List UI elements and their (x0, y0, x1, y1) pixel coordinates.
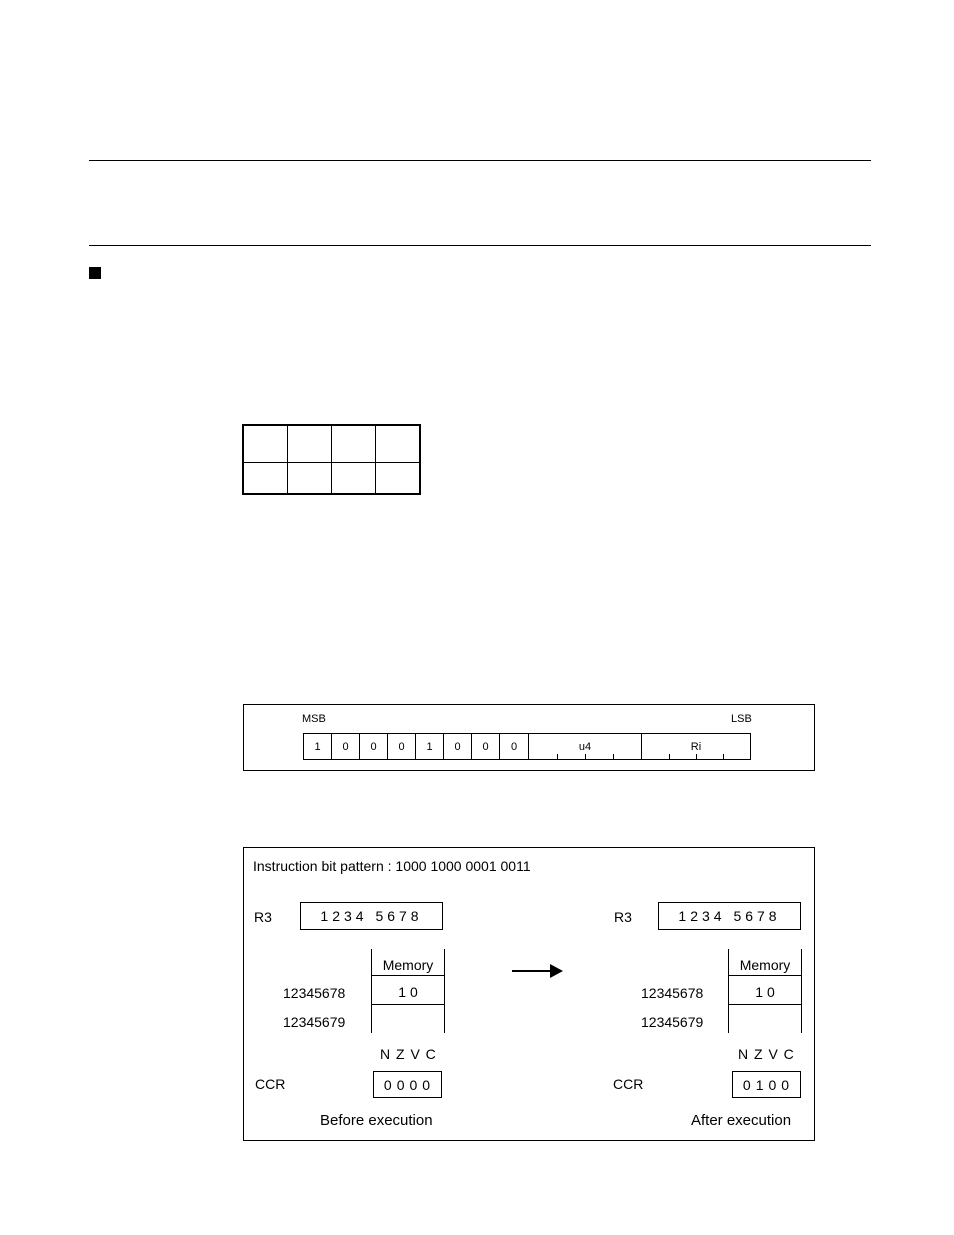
opcode-bit: 1 (416, 734, 444, 759)
top-rule (89, 160, 871, 161)
opcode-bit: 0 (388, 734, 416, 759)
opcode-bit: 0 (500, 734, 529, 759)
before-addr1: 12345678 (283, 985, 346, 1001)
field-ri (642, 734, 750, 759)
before-memory-header: Memory (382, 957, 434, 973)
after-memory-value: 1 0 (755, 984, 775, 1000)
after-reg-value: 1234 5678 (658, 902, 801, 930)
after-caption: After execution (691, 1112, 792, 1129)
before-ccr-label: CCR (255, 1076, 286, 1092)
before-reg-value: 1234 5678 (300, 902, 443, 930)
before-ccr-flags: N Z V C (380, 1046, 436, 1062)
before-caption: Before execution (320, 1112, 433, 1129)
flag-change-table (242, 424, 421, 495)
bit-pattern-text: Instruction bit pattern : 1000 1000 0001 0011 (253, 858, 531, 874)
after-ccr-label: CCR (613, 1076, 644, 1092)
field-u4 (529, 734, 642, 759)
before-addr2: 12345679 (283, 1014, 346, 1030)
field-u4-label: u4 (578, 740, 592, 753)
after-ccr-value: 0100 (732, 1071, 801, 1098)
after-memory-header: Memory (739, 957, 791, 973)
field-ri-label: Ri (690, 740, 702, 753)
opcode-bit: 0 (360, 734, 388, 759)
instruction-format-bits (303, 733, 751, 760)
arrow-head-icon (550, 964, 563, 978)
before-reg-label: R3 (254, 909, 272, 925)
before-ccr-value: 0000 (373, 1071, 442, 1098)
after-memory (728, 949, 802, 1033)
opcode-bit: 0 (332, 734, 360, 759)
section-bullet-icon (89, 267, 101, 279)
after-addr2: 12345679 (641, 1014, 704, 1030)
opcode-bit: 1 (304, 734, 332, 759)
msb-label: MSB (302, 713, 326, 725)
arrow-right-icon (512, 970, 552, 972)
bottom-rule (89, 245, 871, 246)
after-addr1: 12345678 (641, 985, 704, 1001)
opcode-bit: 0 (472, 734, 500, 759)
lsb-label: LSB (731, 713, 752, 725)
after-ccr-flags: N Z V C (738, 1046, 794, 1062)
opcode-bit: 0 (444, 734, 472, 759)
before-memory (371, 949, 445, 1033)
after-reg-label: R3 (614, 909, 632, 925)
before-memory-value: 1 0 (398, 984, 418, 1000)
